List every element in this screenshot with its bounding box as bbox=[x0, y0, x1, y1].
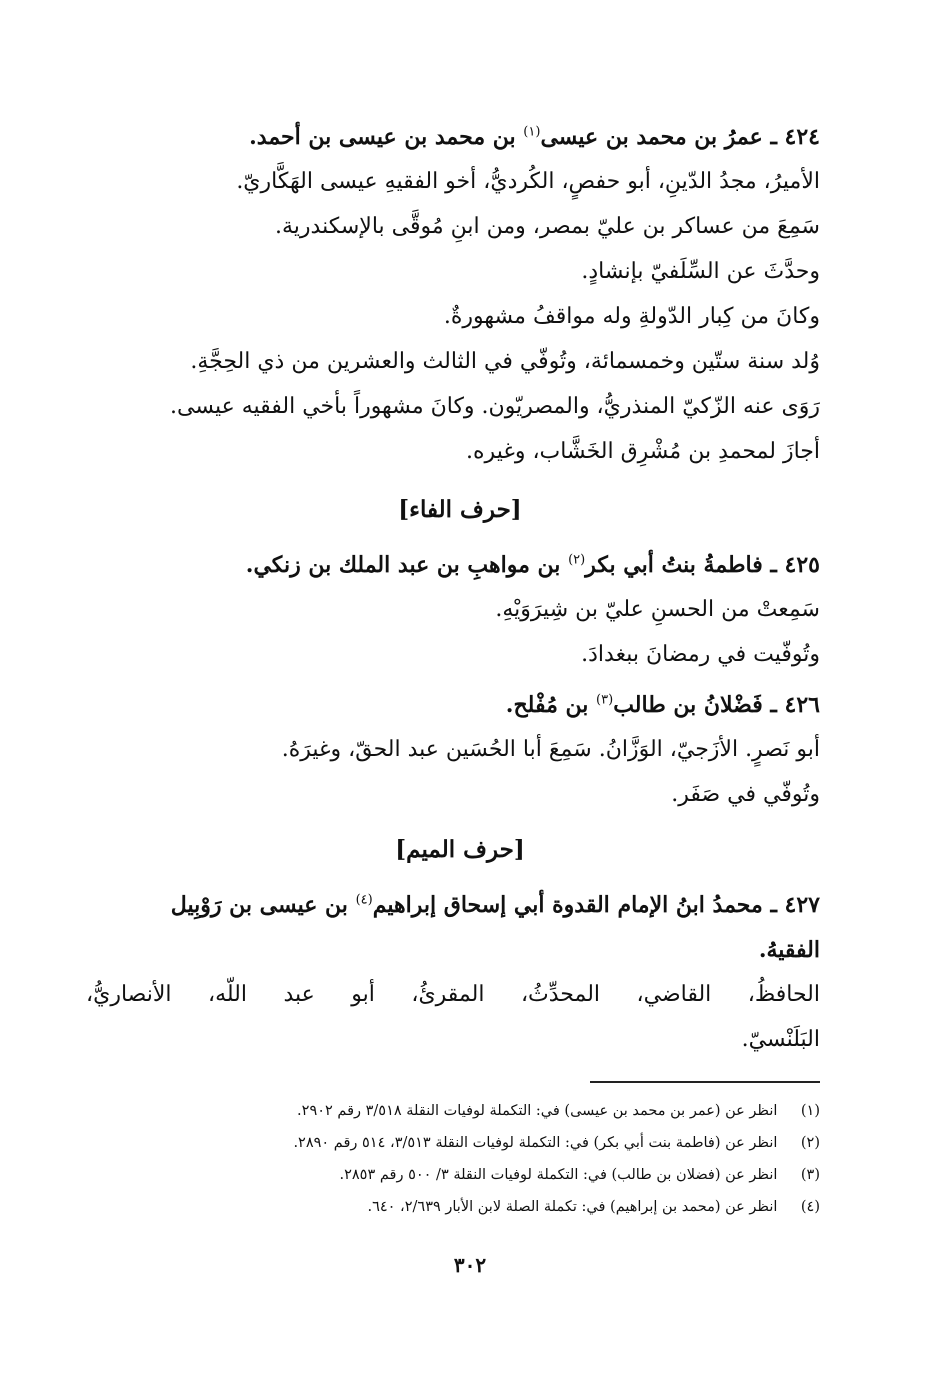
entry-424-line-2: سَمِعَ من عساكر بن عليّ بمصر، ومن ابنِ مُوقَّى بالإسكندرية. bbox=[275, 214, 820, 239]
entry-426-line-2: وتُوفّي في صَفَر. bbox=[671, 782, 820, 807]
entry-425-line-1: سَمِعتْ من الحسنِ عليّ بن شِيرَوَيْهِ. bbox=[495, 597, 820, 622]
entry-424-line-3: وحدَّثَ عن السِّلَفيّ بإنشادٍ. bbox=[581, 259, 820, 284]
footnote-marker-2[interactable]: (٢) bbox=[568, 552, 586, 568]
footnote-4 bbox=[100, 1192, 820, 1222]
entry-424-line-5: وُلد سنة ستّين وخمسمائة، وتُوفّي في الثالث والعشرين من ذي الحِجَّةِ. bbox=[190, 349, 820, 374]
entry-427-title bbox=[86, 880, 820, 930]
entry-426-line-1: أبو نَصرٍ. الأزَجيّ، الوَزَّانُ. سَمِعَ أبا الحُسَين عبد الحقّ، وغيرَهُ. bbox=[281, 737, 820, 762]
entry-425-line-2: وتُوفّيت في رمضانَ ببغدادَ. bbox=[581, 642, 820, 667]
entry-426-name: ٤٢٦ ـ فَضْلانُ بن طالب bbox=[613, 692, 820, 718]
footnote-divider bbox=[590, 1081, 820, 1083]
entry-424-line-1: الأميرُ، مجدُ الدّينِ، أبو حفصٍ، الكُرديُّ، أخو الفقيهِ عيسى الهَكَّاريّ. bbox=[236, 169, 820, 194]
section-heading-fa: [حرف الفاء] bbox=[398, 496, 522, 523]
footnote-marker-1[interactable]: (١) bbox=[523, 124, 541, 140]
entry-425-lineage: بن مواهبِ بن عبد الملك بن زنكي. bbox=[245, 552, 569, 578]
entry-427-title-line-2: الفقيهُ. bbox=[758, 937, 820, 963]
footnote-number: (١) bbox=[800, 1103, 820, 1119]
footnote-text: انظر عن (فاطمة بنت أبي بكر) في: التكملة لوفيات النقلة ٣/٥١٣، ٥١٤ رقم ٢٨٩٠. bbox=[293, 1135, 778, 1151]
entry-427-line-2: البَلَنْسيّ. bbox=[741, 1027, 820, 1052]
entry-426-lineage: بن مُفْلح. bbox=[505, 692, 597, 718]
footnote-3 bbox=[100, 1160, 820, 1190]
entry-426-title bbox=[100, 680, 820, 730]
entry-424-line-6: رَوَى عنه الزّكيّ المنذريُّ، والمصريّون. وكانَ مشهوراً بأخي الفقيه عيسى. bbox=[169, 394, 820, 419]
footnote-number: (٢) bbox=[800, 1135, 820, 1151]
footnote-number: (٣) bbox=[800, 1167, 820, 1183]
entry-425-name: ٤٢٥ ـ فاطمةُ بنتُ أبي بكر bbox=[585, 552, 820, 578]
entry-424-line-4: وكانَ من كِبار الدّولةِ وله مواقفُ مشهورةٌ. bbox=[443, 304, 820, 329]
entry-427-line-1: الحافظُ، القاضي، المحدِّثُ، المقرئُ، أبو عبد اللّه، الأنصاريُّ، bbox=[86, 982, 820, 1007]
entry-424-title bbox=[100, 112, 820, 162]
footnote-2 bbox=[100, 1128, 820, 1158]
footnote-1 bbox=[100, 1096, 820, 1126]
footnote-marker-4[interactable]: (٤) bbox=[355, 892, 373, 908]
footnote-text: انظر عن (فضلان بن طالب) في: التكملة لوفيات النقلة ٣/ ٥٠٠ رقم ٢٨٥٣. bbox=[339, 1167, 778, 1183]
page-number: ٣٠٢ bbox=[453, 1253, 487, 1277]
footnote-text: انظر عن (عمر بن محمد بن عيسى) في: التكملة لوفيات النقلة ٣/٥١٨ رقم ٢٩٠٢. bbox=[297, 1103, 778, 1119]
entry-427-name: ٤٢٧ ـ محمدُ ابنُ الإمام القدوة أبي إسحاق إبراهيم bbox=[372, 892, 820, 918]
entry-424-lineage: بن محمد بن عيسى بن أحمد. bbox=[249, 124, 524, 150]
entry-424-line-7: أجازَ لمحمدِ بن مُشْرِق الخَشَّاب، وغيره. bbox=[466, 439, 820, 464]
footnote-number: (٤) bbox=[800, 1199, 820, 1215]
entry-424-name: ٤٢٤ ـ عمرُ بن محمد بن عيسى bbox=[540, 124, 820, 150]
section-heading-mim: [حرف الميم] bbox=[395, 836, 525, 863]
footnote-marker-3[interactable]: (٣) bbox=[596, 692, 614, 708]
entry-425-title bbox=[100, 540, 820, 590]
footnote-text: انظر عن (محمد بن إبراهيم) في: تكملة الصلة لابن الأبار ٢/٦٣٩، ٦٤٠. bbox=[367, 1199, 778, 1215]
entry-427-lineage: بن عيسى بن رَوْبِيل bbox=[170, 892, 356, 918]
